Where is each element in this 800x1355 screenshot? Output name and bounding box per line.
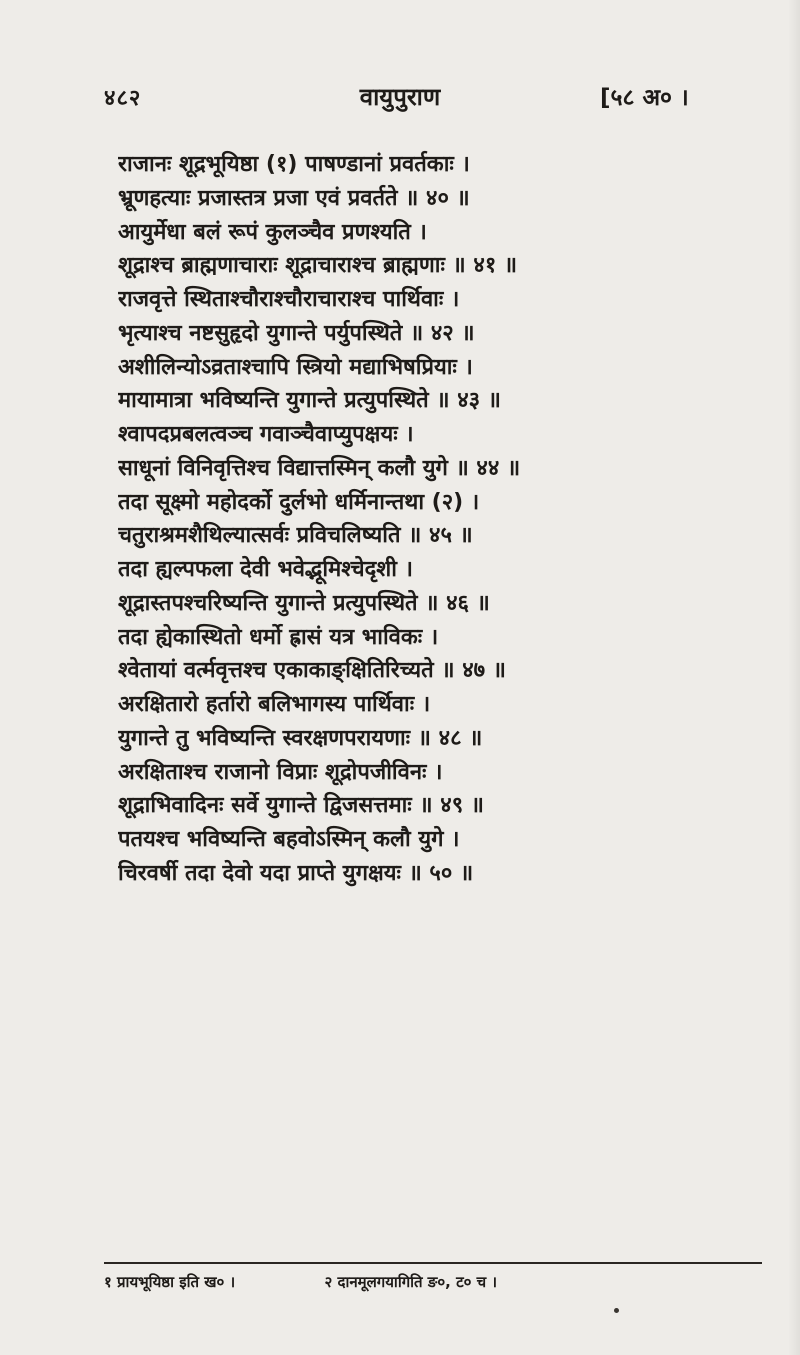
verse-line: आयुर्मेधा बलं रूपं कुलञ्चैव प्रणश्यति । (118, 219, 427, 245)
verse-block (118, 148, 758, 891)
chapter-reference: [५८ अ० । (600, 85, 689, 111)
verse-line: भृत्याश्च नष्टसुहृदो युगान्ते पर्युपस्थिते ॥ ४२ ॥ (118, 320, 475, 346)
verse-line: शूद्रास्तपश्चरिष्यन्ति युगान्ते प्रत्युपस्थिते ॥ ४६ ॥ (118, 590, 490, 616)
ink-dot (614, 1308, 619, 1313)
running-title: वायुपुराण (359, 83, 441, 111)
verse-line: शूद्राभिवादिनः सर्वे युगान्ते द्विजसत्तमाः ॥ ४९ ॥ (118, 793, 484, 819)
verse-line: श्वेतायां वर्त्मवृत्तश्च एकाकाङ्क्षितिरिच्यते ॥ ४७ ॥ (118, 658, 506, 684)
verse-line: तदा ह्यल्पफला देवी भवेद्भूमिश्चेदृशी । (118, 557, 413, 582)
footnote: २ दानमूलगयागिति ङ०, ट० च । (324, 1273, 498, 1291)
page-number: ४८२ (104, 86, 142, 111)
verse-line: मायामात्रा भविष्यन्ति युगान्ते प्रत्युपस्थिते ॥ ४३ ॥ (118, 388, 501, 414)
page-header (0, 78, 800, 118)
verse-line: अरक्षितारो हर्तारो बलिभागस्य पार्थिवाः । (118, 692, 431, 717)
verse-line: शूद्राश्च ब्राह्मणाचाराः शूद्राचाराश्च ब्राह्मणाः ॥ ४१ ॥ (118, 253, 518, 279)
verse-line: तदा सूक्ष्मो महोदर्को दुर्लभो धर्मिनान्तथा (२) । (118, 489, 480, 515)
verse-line: राजानः शूद्रभूयिष्ठा (१) पाषण्डानां प्रवर्तकाः । (118, 152, 470, 177)
footnote-divider (104, 1262, 762, 1264)
page-edge-shadow (788, 0, 800, 1355)
footnotes (104, 1268, 762, 1296)
verse-line: पतयश्च भविष्यन्ति बहवोऽस्मिन् कलौ युगे । (118, 827, 460, 852)
verse-line: अरक्षिताश्च राजानो विप्राः शूद्रोपजीविनः । (118, 759, 443, 785)
verse-line: श्वापदप्रबलत्वञ्च गवाञ्चैवाप्युपक्षयः । (118, 422, 414, 447)
verse-line: राजवृत्ते स्थिताश्चौराश्चौराचाराश्च पार्थिवाः । (118, 287, 460, 312)
verse-line: साधूनां विनिवृत्तिश्च विद्यात्तस्मिन् कलौ युगे ॥ ४४ ॥ (118, 455, 521, 481)
verse-line: चिरवर्षी तदा देवो यदा प्राप्ते युगक्षयः ॥ ५० ॥ (118, 860, 474, 886)
verse-line: तदा ह्येकास्थितो धर्मो ह्रासं यत्र भाविकः । (118, 624, 439, 650)
verse-line: चतुराश्रमशैथिल्यात्सर्वः प्रविचलिष्यति ॥ ४५ ॥ (118, 523, 473, 549)
verse-line: भ्रूणहत्याः प्रजास्तत्र प्रजा एवं प्रवर्तते ॥ ४० ॥ (118, 185, 470, 211)
footnote: १ प्रायभूयिष्ठा इति ख० । (104, 1273, 236, 1291)
verse-line: अशीलिन्योऽव्रताश्चापि स्त्रियो मद्याभिषप्रियाः । (118, 354, 473, 380)
verse-line: युगान्ते तु भविष्यन्ति स्वरक्षणपरायणाः ॥ ४८ ॥ (118, 725, 483, 751)
